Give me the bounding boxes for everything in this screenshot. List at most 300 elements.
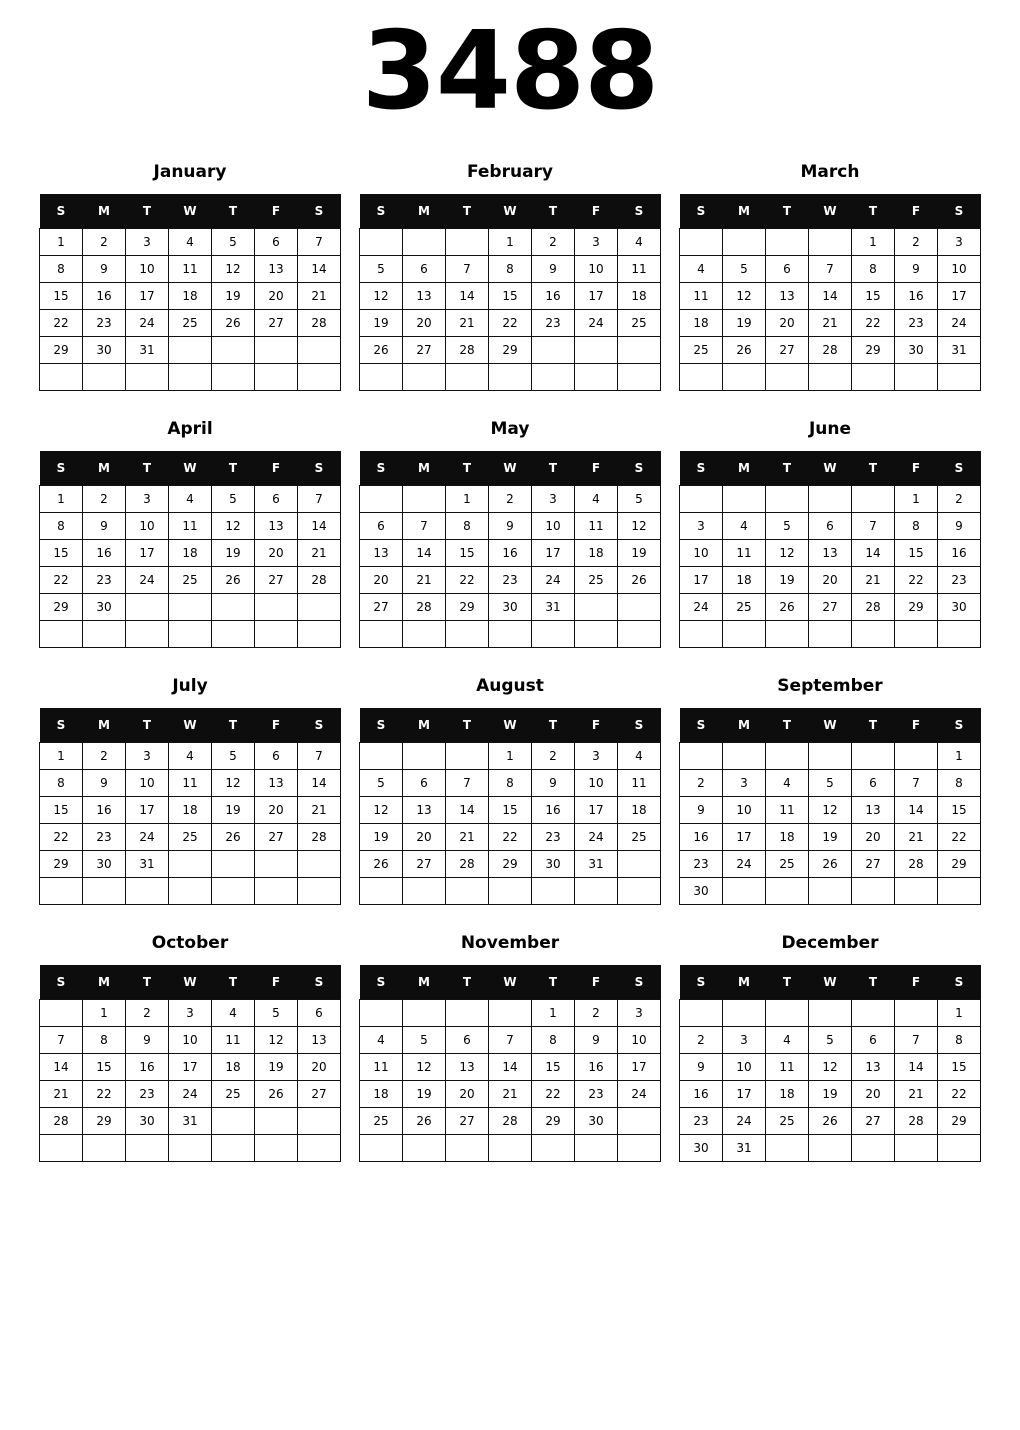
day-cell[interactable]: 15 xyxy=(83,1054,126,1081)
day-cell[interactable]: 22 xyxy=(40,567,83,594)
day-cell[interactable]: 22 xyxy=(489,824,532,851)
day-cell[interactable]: 13 xyxy=(809,540,852,567)
day-cell[interactable]: 30 xyxy=(489,594,532,621)
day-cell[interactable]: 5 xyxy=(723,256,766,283)
day-cell[interactable]: 11 xyxy=(680,283,723,310)
day-cell[interactable]: 19 xyxy=(766,567,809,594)
day-cell[interactable]: 11 xyxy=(169,770,212,797)
day-cell[interactable]: 4 xyxy=(618,743,661,770)
day-cell[interactable]: 27 xyxy=(360,594,403,621)
day-cell[interactable]: 7 xyxy=(809,256,852,283)
day-cell[interactable]: 25 xyxy=(169,824,212,851)
day-cell[interactable]: 25 xyxy=(723,594,766,621)
day-cell[interactable]: 11 xyxy=(723,540,766,567)
day-cell[interactable]: 2 xyxy=(532,743,575,770)
day-cell[interactable]: 23 xyxy=(575,1081,618,1108)
day-cell[interactable]: 11 xyxy=(766,797,809,824)
day-cell[interactable]: 17 xyxy=(532,540,575,567)
day-cell[interactable]: 29 xyxy=(852,337,895,364)
day-cell[interactable]: 16 xyxy=(532,797,575,824)
day-cell[interactable]: 26 xyxy=(212,824,255,851)
day-cell[interactable]: 22 xyxy=(489,310,532,337)
day-cell[interactable]: 28 xyxy=(40,1108,83,1135)
day-cell[interactable]: 20 xyxy=(852,824,895,851)
day-cell[interactable]: 29 xyxy=(40,594,83,621)
day-cell[interactable]: 14 xyxy=(446,283,489,310)
day-cell[interactable]: 30 xyxy=(532,851,575,878)
day-cell[interactable]: 17 xyxy=(126,540,169,567)
day-cell[interactable]: 18 xyxy=(575,540,618,567)
day-cell[interactable]: 12 xyxy=(809,1054,852,1081)
day-cell[interactable]: 14 xyxy=(895,1054,938,1081)
day-cell[interactable]: 12 xyxy=(723,283,766,310)
day-cell[interactable]: 23 xyxy=(532,824,575,851)
day-cell[interactable]: 17 xyxy=(126,283,169,310)
day-cell[interactable]: 24 xyxy=(575,310,618,337)
day-cell[interactable]: 12 xyxy=(809,797,852,824)
day-cell[interactable]: 3 xyxy=(169,1000,212,1027)
day-cell[interactable]: 20 xyxy=(446,1081,489,1108)
day-cell[interactable]: 11 xyxy=(766,1054,809,1081)
day-cell[interactable]: 28 xyxy=(852,594,895,621)
day-cell[interactable]: 29 xyxy=(40,337,83,364)
day-cell[interactable]: 22 xyxy=(852,310,895,337)
day-cell[interactable]: 30 xyxy=(680,1135,723,1162)
day-cell[interactable]: 27 xyxy=(403,337,446,364)
day-cell[interactable]: 7 xyxy=(403,513,446,540)
day-cell[interactable]: 23 xyxy=(83,567,126,594)
day-cell[interactable]: 17 xyxy=(938,283,981,310)
day-cell[interactable]: 21 xyxy=(809,310,852,337)
day-cell[interactable]: 8 xyxy=(532,1027,575,1054)
day-cell[interactable]: 23 xyxy=(895,310,938,337)
day-cell[interactable]: 26 xyxy=(360,851,403,878)
day-cell[interactable]: 29 xyxy=(489,337,532,364)
day-cell[interactable]: 10 xyxy=(169,1027,212,1054)
day-cell[interactable]: 20 xyxy=(403,824,446,851)
day-cell[interactable]: 12 xyxy=(360,283,403,310)
day-cell[interactable]: 18 xyxy=(618,797,661,824)
day-cell[interactable]: 12 xyxy=(212,770,255,797)
day-cell[interactable]: 22 xyxy=(895,567,938,594)
day-cell[interactable]: 27 xyxy=(446,1108,489,1135)
day-cell[interactable]: 13 xyxy=(403,797,446,824)
day-cell[interactable]: 2 xyxy=(680,770,723,797)
day-cell[interactable]: 16 xyxy=(938,540,981,567)
day-cell[interactable]: 26 xyxy=(255,1081,298,1108)
day-cell[interactable]: 22 xyxy=(446,567,489,594)
day-cell[interactable]: 14 xyxy=(298,770,341,797)
day-cell[interactable]: 12 xyxy=(360,797,403,824)
day-cell[interactable]: 12 xyxy=(618,513,661,540)
day-cell[interactable]: 10 xyxy=(680,540,723,567)
day-cell[interactable]: 6 xyxy=(852,770,895,797)
day-cell[interactable]: 27 xyxy=(255,824,298,851)
day-cell[interactable]: 29 xyxy=(40,851,83,878)
day-cell[interactable]: 22 xyxy=(532,1081,575,1108)
day-cell[interactable]: 25 xyxy=(360,1108,403,1135)
day-cell[interactable]: 8 xyxy=(489,256,532,283)
day-cell[interactable]: 20 xyxy=(403,310,446,337)
day-cell[interactable]: 29 xyxy=(489,851,532,878)
day-cell[interactable]: 25 xyxy=(575,567,618,594)
day-cell[interactable]: 12 xyxy=(212,513,255,540)
day-cell[interactable]: 24 xyxy=(126,310,169,337)
day-cell[interactable]: 16 xyxy=(680,1081,723,1108)
day-cell[interactable]: 19 xyxy=(403,1081,446,1108)
day-cell[interactable]: 5 xyxy=(360,256,403,283)
day-cell[interactable]: 25 xyxy=(169,310,212,337)
day-cell[interactable]: 2 xyxy=(938,486,981,513)
day-cell[interactable]: 14 xyxy=(298,513,341,540)
day-cell[interactable]: 9 xyxy=(575,1027,618,1054)
day-cell[interactable]: 25 xyxy=(766,851,809,878)
day-cell[interactable]: 7 xyxy=(852,513,895,540)
day-cell[interactable]: 12 xyxy=(403,1054,446,1081)
day-cell[interactable]: 17 xyxy=(126,797,169,824)
day-cell[interactable]: 18 xyxy=(169,540,212,567)
day-cell[interactable]: 23 xyxy=(680,851,723,878)
day-cell[interactable]: 30 xyxy=(126,1108,169,1135)
day-cell[interactable]: 26 xyxy=(809,1108,852,1135)
day-cell[interactable]: 8 xyxy=(40,513,83,540)
day-cell[interactable]: 7 xyxy=(895,1027,938,1054)
day-cell[interactable]: 6 xyxy=(766,256,809,283)
day-cell[interactable]: 24 xyxy=(575,824,618,851)
day-cell[interactable]: 29 xyxy=(938,1108,981,1135)
day-cell[interactable]: 5 xyxy=(255,1000,298,1027)
day-cell[interactable]: 14 xyxy=(852,540,895,567)
day-cell[interactable]: 16 xyxy=(83,540,126,567)
day-cell[interactable]: 18 xyxy=(766,1081,809,1108)
day-cell[interactable]: 4 xyxy=(169,743,212,770)
day-cell[interactable]: 18 xyxy=(169,797,212,824)
day-cell[interactable]: 8 xyxy=(489,770,532,797)
day-cell[interactable]: 14 xyxy=(298,256,341,283)
day-cell[interactable]: 14 xyxy=(489,1054,532,1081)
day-cell[interactable]: 28 xyxy=(298,567,341,594)
day-cell[interactable]: 15 xyxy=(40,540,83,567)
day-cell[interactable]: 9 xyxy=(489,513,532,540)
day-cell[interactable]: 2 xyxy=(895,229,938,256)
day-cell[interactable]: 5 xyxy=(360,770,403,797)
day-cell[interactable]: 13 xyxy=(255,770,298,797)
day-cell[interactable]: 17 xyxy=(169,1054,212,1081)
day-cell[interactable]: 1 xyxy=(532,1000,575,1027)
day-cell[interactable]: 19 xyxy=(255,1054,298,1081)
day-cell[interactable]: 17 xyxy=(575,797,618,824)
day-cell[interactable]: 8 xyxy=(852,256,895,283)
day-cell[interactable]: 27 xyxy=(298,1081,341,1108)
day-cell[interactable]: 1 xyxy=(489,743,532,770)
day-cell[interactable]: 13 xyxy=(298,1027,341,1054)
day-cell[interactable]: 29 xyxy=(83,1108,126,1135)
day-cell[interactable]: 27 xyxy=(766,337,809,364)
day-cell[interactable]: 26 xyxy=(212,310,255,337)
day-cell[interactable]: 28 xyxy=(809,337,852,364)
day-cell[interactable]: 17 xyxy=(618,1054,661,1081)
day-cell[interactable]: 3 xyxy=(938,229,981,256)
day-cell[interactable]: 28 xyxy=(298,310,341,337)
day-cell[interactable]: 20 xyxy=(255,540,298,567)
day-cell[interactable]: 16 xyxy=(489,540,532,567)
day-cell[interactable]: 3 xyxy=(532,486,575,513)
day-cell[interactable]: 13 xyxy=(403,283,446,310)
day-cell[interactable]: 26 xyxy=(403,1108,446,1135)
day-cell[interactable]: 23 xyxy=(83,824,126,851)
day-cell[interactable]: 17 xyxy=(723,1081,766,1108)
day-cell[interactable]: 2 xyxy=(680,1027,723,1054)
day-cell[interactable]: 22 xyxy=(40,824,83,851)
day-cell[interactable]: 22 xyxy=(83,1081,126,1108)
day-cell[interactable]: 6 xyxy=(298,1000,341,1027)
day-cell[interactable]: 8 xyxy=(895,513,938,540)
day-cell[interactable]: 21 xyxy=(446,824,489,851)
day-cell[interactable]: 3 xyxy=(126,229,169,256)
day-cell[interactable]: 1 xyxy=(40,229,83,256)
day-cell[interactable]: 3 xyxy=(126,743,169,770)
day-cell[interactable]: 24 xyxy=(680,594,723,621)
day-cell[interactable]: 27 xyxy=(255,310,298,337)
day-cell[interactable]: 16 xyxy=(575,1054,618,1081)
day-cell[interactable]: 4 xyxy=(169,486,212,513)
day-cell[interactable]: 11 xyxy=(360,1054,403,1081)
day-cell[interactable]: 8 xyxy=(83,1027,126,1054)
day-cell[interactable]: 9 xyxy=(895,256,938,283)
day-cell[interactable]: 24 xyxy=(723,1108,766,1135)
day-cell[interactable]: 13 xyxy=(446,1054,489,1081)
day-cell[interactable]: 30 xyxy=(83,337,126,364)
day-cell[interactable]: 31 xyxy=(723,1135,766,1162)
day-cell[interactable]: 30 xyxy=(83,594,126,621)
day-cell[interactable]: 10 xyxy=(575,256,618,283)
day-cell[interactable]: 7 xyxy=(298,743,341,770)
day-cell[interactable]: 4 xyxy=(766,1027,809,1054)
day-cell[interactable]: 9 xyxy=(83,513,126,540)
day-cell[interactable]: 14 xyxy=(40,1054,83,1081)
day-cell[interactable]: 10 xyxy=(575,770,618,797)
day-cell[interactable]: 24 xyxy=(723,851,766,878)
day-cell[interactable]: 16 xyxy=(895,283,938,310)
day-cell[interactable]: 10 xyxy=(723,797,766,824)
day-cell[interactable]: 16 xyxy=(126,1054,169,1081)
day-cell[interactable]: 5 xyxy=(212,743,255,770)
day-cell[interactable]: 2 xyxy=(83,229,126,256)
day-cell[interactable]: 6 xyxy=(403,256,446,283)
day-cell[interactable]: 15 xyxy=(489,797,532,824)
day-cell[interactable]: 5 xyxy=(809,1027,852,1054)
day-cell[interactable]: 5 xyxy=(809,770,852,797)
day-cell[interactable]: 30 xyxy=(575,1108,618,1135)
day-cell[interactable]: 12 xyxy=(212,256,255,283)
day-cell[interactable]: 30 xyxy=(83,851,126,878)
day-cell[interactable]: 31 xyxy=(126,337,169,364)
day-cell[interactable]: 16 xyxy=(532,283,575,310)
day-cell[interactable]: 20 xyxy=(255,797,298,824)
day-cell[interactable]: 28 xyxy=(489,1108,532,1135)
day-cell[interactable]: 26 xyxy=(723,337,766,364)
day-cell[interactable]: 5 xyxy=(618,486,661,513)
day-cell[interactable]: 1 xyxy=(895,486,938,513)
day-cell[interactable]: 7 xyxy=(446,770,489,797)
day-cell[interactable]: 6 xyxy=(403,770,446,797)
day-cell[interactable]: 3 xyxy=(126,486,169,513)
day-cell[interactable]: 11 xyxy=(169,513,212,540)
day-cell[interactable]: 16 xyxy=(83,797,126,824)
day-cell[interactable]: 7 xyxy=(298,486,341,513)
day-cell[interactable]: 5 xyxy=(403,1027,446,1054)
day-cell[interactable]: 20 xyxy=(255,283,298,310)
day-cell[interactable]: 9 xyxy=(532,770,575,797)
day-cell[interactable]: 19 xyxy=(809,824,852,851)
day-cell[interactable]: 5 xyxy=(212,486,255,513)
day-cell[interactable]: 31 xyxy=(575,851,618,878)
day-cell[interactable]: 6 xyxy=(360,513,403,540)
day-cell[interactable]: 27 xyxy=(852,851,895,878)
day-cell[interactable]: 6 xyxy=(255,486,298,513)
day-cell[interactable]: 28 xyxy=(446,851,489,878)
day-cell[interactable]: 25 xyxy=(169,567,212,594)
day-cell[interactable]: 20 xyxy=(766,310,809,337)
day-cell[interactable]: 21 xyxy=(852,567,895,594)
day-cell[interactable]: 27 xyxy=(255,567,298,594)
day-cell[interactable]: 26 xyxy=(212,567,255,594)
day-cell[interactable]: 19 xyxy=(723,310,766,337)
day-cell[interactable]: 8 xyxy=(40,256,83,283)
day-cell[interactable]: 24 xyxy=(938,310,981,337)
day-cell[interactable]: 6 xyxy=(852,1027,895,1054)
day-cell[interactable]: 21 xyxy=(895,1081,938,1108)
day-cell[interactable]: 18 xyxy=(618,283,661,310)
day-cell[interactable]: 1 xyxy=(40,743,83,770)
day-cell[interactable]: 10 xyxy=(126,770,169,797)
day-cell[interactable]: 27 xyxy=(403,851,446,878)
day-cell[interactable]: 21 xyxy=(298,283,341,310)
day-cell[interactable]: 21 xyxy=(489,1081,532,1108)
day-cell[interactable]: 8 xyxy=(40,770,83,797)
day-cell[interactable]: 15 xyxy=(40,797,83,824)
day-cell[interactable]: 14 xyxy=(403,540,446,567)
day-cell[interactable]: 2 xyxy=(83,486,126,513)
day-cell[interactable]: 26 xyxy=(618,567,661,594)
day-cell[interactable]: 23 xyxy=(489,567,532,594)
day-cell[interactable]: 26 xyxy=(766,594,809,621)
day-cell[interactable]: 2 xyxy=(489,486,532,513)
day-cell[interactable]: 9 xyxy=(938,513,981,540)
day-cell[interactable]: 7 xyxy=(298,229,341,256)
day-cell[interactable]: 3 xyxy=(723,1027,766,1054)
day-cell[interactable]: 18 xyxy=(169,283,212,310)
day-cell[interactable]: 14 xyxy=(809,283,852,310)
day-cell[interactable]: 20 xyxy=(298,1054,341,1081)
day-cell[interactable]: 29 xyxy=(895,594,938,621)
day-cell[interactable]: 31 xyxy=(126,851,169,878)
day-cell[interactable]: 15 xyxy=(938,1054,981,1081)
day-cell[interactable]: 1 xyxy=(40,486,83,513)
day-cell[interactable]: 4 xyxy=(680,256,723,283)
day-cell[interactable]: 9 xyxy=(680,1054,723,1081)
day-cell[interactable]: 28 xyxy=(895,851,938,878)
day-cell[interactable]: 1 xyxy=(489,229,532,256)
day-cell[interactable]: 7 xyxy=(895,770,938,797)
day-cell[interactable]: 30 xyxy=(680,878,723,905)
day-cell[interactable]: 8 xyxy=(938,770,981,797)
day-cell[interactable]: 20 xyxy=(360,567,403,594)
day-cell[interactable]: 15 xyxy=(532,1054,575,1081)
day-cell[interactable]: 5 xyxy=(212,229,255,256)
day-cell[interactable]: 26 xyxy=(809,851,852,878)
day-cell[interactable]: 3 xyxy=(575,743,618,770)
day-cell[interactable]: 27 xyxy=(852,1108,895,1135)
day-cell[interactable]: 19 xyxy=(212,797,255,824)
day-cell[interactable]: 11 xyxy=(618,256,661,283)
day-cell[interactable]: 29 xyxy=(532,1108,575,1135)
day-cell[interactable]: 23 xyxy=(83,310,126,337)
day-cell[interactable]: 11 xyxy=(169,256,212,283)
day-cell[interactable]: 9 xyxy=(126,1027,169,1054)
day-cell[interactable]: 23 xyxy=(126,1081,169,1108)
day-cell[interactable]: 7 xyxy=(446,256,489,283)
day-cell[interactable]: 21 xyxy=(298,540,341,567)
day-cell[interactable]: 4 xyxy=(212,1000,255,1027)
day-cell[interactable]: 18 xyxy=(212,1054,255,1081)
day-cell[interactable]: 6 xyxy=(809,513,852,540)
day-cell[interactable]: 24 xyxy=(169,1081,212,1108)
day-cell[interactable]: 21 xyxy=(895,824,938,851)
day-cell[interactable]: 23 xyxy=(680,1108,723,1135)
day-cell[interactable]: 15 xyxy=(938,797,981,824)
day-cell[interactable]: 31 xyxy=(169,1108,212,1135)
day-cell[interactable]: 4 xyxy=(618,229,661,256)
day-cell[interactable]: 21 xyxy=(298,797,341,824)
day-cell[interactable]: 17 xyxy=(680,567,723,594)
day-cell[interactable]: 25 xyxy=(212,1081,255,1108)
day-cell[interactable]: 12 xyxy=(255,1027,298,1054)
day-cell[interactable]: 5 xyxy=(766,513,809,540)
day-cell[interactable]: 11 xyxy=(618,770,661,797)
day-cell[interactable]: 18 xyxy=(360,1081,403,1108)
day-cell[interactable]: 22 xyxy=(938,824,981,851)
day-cell[interactable]: 4 xyxy=(360,1027,403,1054)
day-cell[interactable]: 19 xyxy=(809,1081,852,1108)
day-cell[interactable]: 24 xyxy=(532,567,575,594)
day-cell[interactable]: 13 xyxy=(255,256,298,283)
day-cell[interactable]: 15 xyxy=(446,540,489,567)
day-cell[interactable]: 25 xyxy=(618,824,661,851)
day-cell[interactable]: 24 xyxy=(126,824,169,851)
day-cell[interactable]: 31 xyxy=(532,594,575,621)
day-cell[interactable]: 18 xyxy=(680,310,723,337)
day-cell[interactable]: 1 xyxy=(446,486,489,513)
day-cell[interactable]: 3 xyxy=(618,1000,661,1027)
day-cell[interactable]: 14 xyxy=(446,797,489,824)
day-cell[interactable]: 6 xyxy=(255,229,298,256)
day-cell[interactable]: 29 xyxy=(446,594,489,621)
day-cell[interactable]: 21 xyxy=(403,567,446,594)
day-cell[interactable]: 17 xyxy=(723,824,766,851)
day-cell[interactable]: 16 xyxy=(83,283,126,310)
day-cell[interactable]: 3 xyxy=(723,770,766,797)
day-cell[interactable]: 16 xyxy=(680,824,723,851)
day-cell[interactable]: 10 xyxy=(618,1027,661,1054)
day-cell[interactable]: 11 xyxy=(212,1027,255,1054)
day-cell[interactable]: 11 xyxy=(575,513,618,540)
day-cell[interactable]: 9 xyxy=(532,256,575,283)
day-cell[interactable]: 26 xyxy=(360,337,403,364)
day-cell[interactable]: 1 xyxy=(938,743,981,770)
day-cell[interactable]: 10 xyxy=(126,256,169,283)
day-cell[interactable]: 15 xyxy=(852,283,895,310)
